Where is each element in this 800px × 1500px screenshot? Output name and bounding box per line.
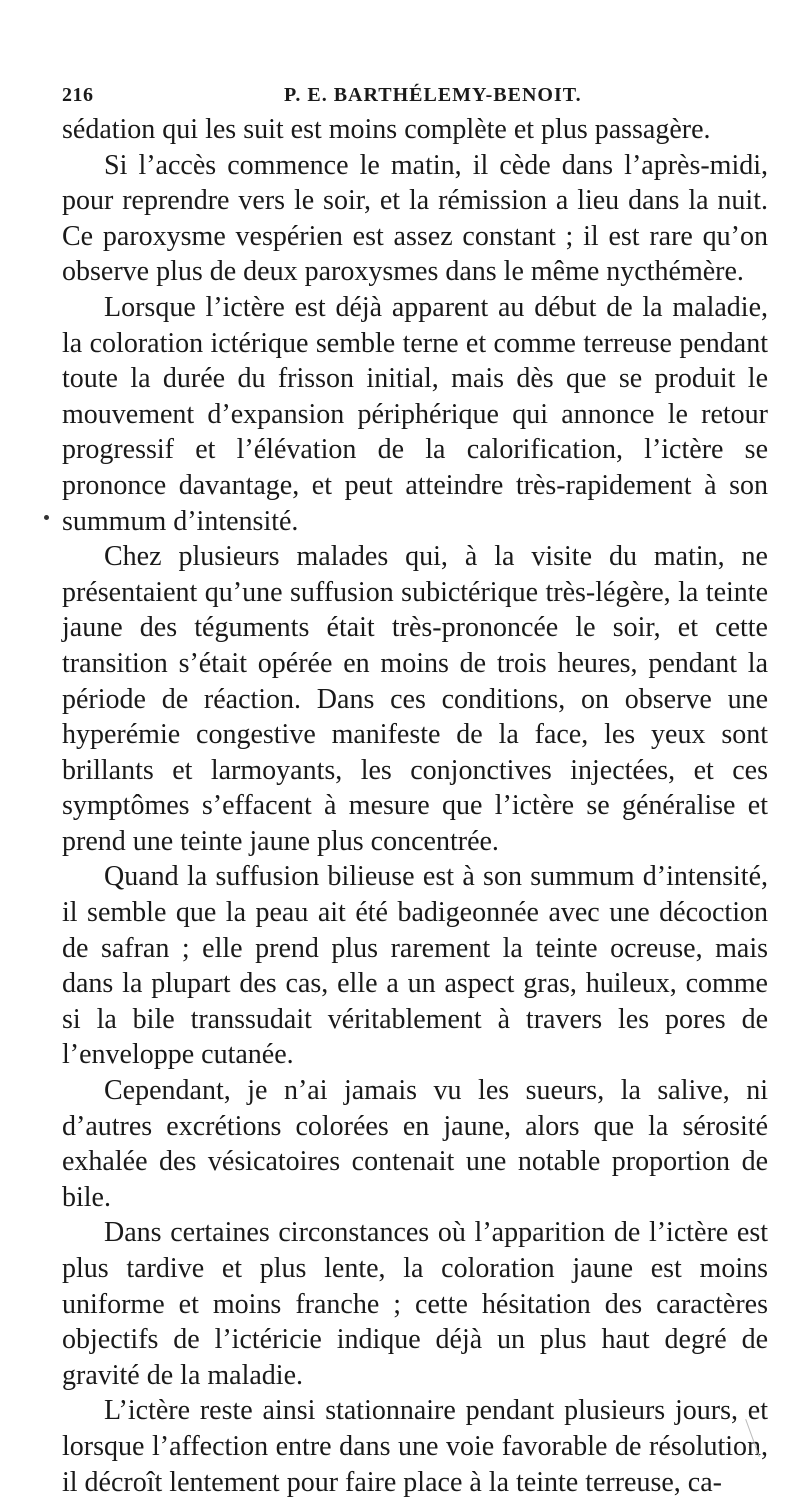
paragraph: L’ictère reste ainsi stationnaire pendant plusieurs jours, et lorsque l’affection entre dans une voie favorable de résolution, il décroît lentement pour faire place à la teinte terreuse, ca- bbox=[62, 1395, 768, 1498]
ink-dot-mark bbox=[44, 515, 49, 520]
page-header bbox=[62, 78, 768, 112]
paragraph: Quand la suffusion bilieuse est à son summum d’intensité, il semble que la peau ait été badigeonnée avec une décoction de safran ; elle prend plus rarement la teinte ocreuse, mais dans la plupart des cas, elle a un aspect gras, huileux, comme si la bile transsudait véritablement à travers les pores de l’enveloppe cutanée. bbox=[62, 861, 768, 1071]
paragraph: Cependant, je n’ai jamais vu les sueurs, la salive, ni d’autres excrétions colorées en jaune, alors que la sérosité exhalée des vésicatoires contenait une notable proportion de bile. bbox=[62, 1075, 768, 1213]
paragraph: Si l’accès commence le matin, il cède dans l’après-midi, pour reprendre vers le soir, et la rémission a lieu dans la nuit. Ce paroxysme vespérien est assez constant ; il est rare qu’on observe plus de deux paroxysmes dans le même nycthémère. bbox=[62, 149, 768, 288]
paragraph: Chez plusieurs malades qui, à la visite du matin, ne présentaient qu’une suffusion subictérique très-légère, la teinte jaune des téguments était très-prononcée le soir, et cette transition s’était opérée en moins de trois heures, pendant la période de réaction. Dans ces conditions, on observe une hyperémie congestive manifeste de la face, les yeux sont brillants et larmoyants, les conjonctives injectées, et ces symptômes s’effacent à mesure que l’ictère se généralise et prend une teinte jaune plus concentrée. bbox=[62, 541, 768, 857]
page-number: 216 bbox=[62, 84, 94, 106]
paragraph-continued: sédation qui les suit est moins complète et plus passagère. bbox=[62, 114, 711, 145]
body-text bbox=[62, 112, 768, 1500]
running-head: P. E. BARTHÉLEMY-BENOIT. bbox=[284, 84, 582, 106]
paragraph: Lorsque l’ictère est déjà apparent au début de la maladie, la coloration ictérique semble terne et comme terreuse pendant toute la durée du frisson initial, mais dès que se produit le mouvement d’expansion périphérique qui annonce le retour progressif et l’élévation de la calorification, l’ictère se prononce davantage, et peut atteindre très-rapidement à son summum d’intensité. bbox=[62, 291, 768, 537]
paragraph: Dans certaines circonstances où l’apparition de l’ictère est plus tardive et plus lente, la coloration jaune est moins uniforme et moins franche ; cette hésitation des caractères objectifs de l’ictéricie indique déjà un plus haut degré de gravité de la maladie. bbox=[62, 1217, 768, 1391]
